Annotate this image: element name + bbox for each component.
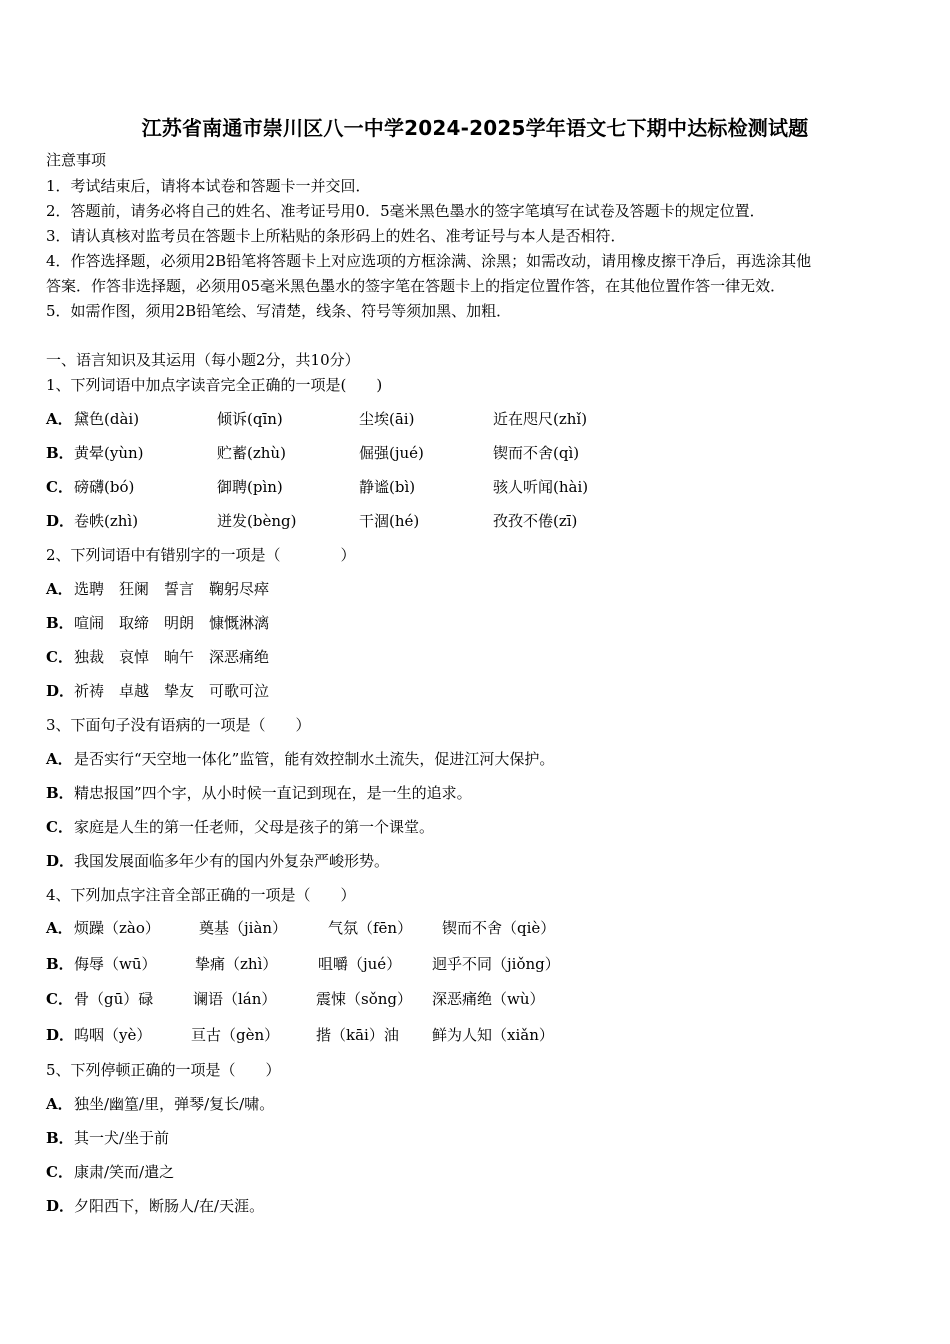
q4-option-b-word: 迥乎不同（jiǒng） xyxy=(432,955,560,973)
q1-option-c-word: 骇人听闻(hài) xyxy=(493,478,589,496)
q4-option-b xyxy=(46,954,74,974)
option-label: A． xyxy=(46,1095,73,1113)
question-2-stem: 2、下列词语中有错别字的一项是（ ） xyxy=(46,546,356,564)
q1-option-c-word: 御聘(pìn) xyxy=(217,478,283,496)
q1-option-b xyxy=(46,443,74,463)
q4-option-b-word: 挚痛（zhì） xyxy=(195,955,278,973)
q1-option-a xyxy=(46,409,74,429)
option-text: 喧闹 取缔 明朗 慷慨淋漓 xyxy=(74,614,270,632)
q4-option-a-word: 气氛（fēn） xyxy=(328,919,413,937)
q4-option-c-word: 骨（gū）碌 xyxy=(74,990,154,1008)
page-title: 江苏省南通市崇川区八一中学2024-2025学年语文七下期中达标检测试题 xyxy=(141,116,809,140)
q4-option-c-word: 深恶痛绝（wù） xyxy=(432,990,545,1008)
q1-option-b-word: 黄晕(yùn) xyxy=(74,444,144,462)
question-5-stem: 5、下列停顿正确的一项是（ ） xyxy=(46,1061,281,1079)
q1-option-a-word: 倾诉(qīn) xyxy=(217,410,283,428)
option-label: D． xyxy=(46,852,75,870)
q1-option-d xyxy=(46,511,74,531)
q1-option-a-word: 黛色(dài) xyxy=(74,410,140,428)
option-text: 夕阳西下，断肠人/在/天涯。 xyxy=(74,1197,265,1215)
option-label: B． xyxy=(46,444,74,462)
option-text: 选聘 狂阑 誓言 鞠躬尽瘁 xyxy=(74,580,270,598)
question-1-stem: 1、下列词语中加点字读音完全正确的一项是( ) xyxy=(46,376,383,394)
notice-item: 1．考试结束后，请将本试卷和答题卡一并交回． xyxy=(46,177,371,195)
option-label: B． xyxy=(46,784,74,802)
q2-option-a xyxy=(46,579,269,599)
q1-option-d-word: 孜孜不倦(zī) xyxy=(493,512,578,530)
q4-option-b-word: 侮辱（wū） xyxy=(74,955,157,973)
q4-option-a-word: 奠基（jiàn） xyxy=(199,919,288,937)
q2-option-c xyxy=(46,647,269,667)
option-label: A． xyxy=(46,410,73,428)
option-label: B． xyxy=(46,955,74,973)
option-label: A． xyxy=(46,750,73,768)
q4-option-d-word: 揩（kāi）油 xyxy=(316,1026,399,1044)
q1-option-d-word: 迸发(bèng) xyxy=(217,512,297,530)
option-label: D． xyxy=(46,512,75,530)
q3-option-d xyxy=(46,851,389,871)
notice-item: 4．作答选择题，必须用2B铅笔将答题卡上对应选项的方框涂满、涂黑；如需改动，请用橡皮擦干净后，再选涂其他 xyxy=(46,252,812,270)
q3-option-b xyxy=(46,783,472,803)
option-text: 独裁 哀悼 晌午 深恶痛绝 xyxy=(74,648,270,666)
q1-option-b-word: 贮蓄(zhù) xyxy=(217,444,286,462)
q4-option-d-word: 呜咽（yè） xyxy=(74,1026,152,1044)
q1-option-a-word: 近在咫尺(zhǐ) xyxy=(493,410,588,428)
q4-option-d-word: 鲜为人知（xiǎn） xyxy=(432,1026,554,1044)
q1-option-d-word: 卷帙(zhì) xyxy=(74,512,139,530)
section-heading: 一、语言知识及其运用（每小题2分，共10分） xyxy=(46,351,360,369)
q5-option-b xyxy=(46,1128,169,1148)
q1-option-c-word: 磅礴(bó) xyxy=(74,478,135,496)
option-text: 祈祷 卓越 挚友 可歌可泣 xyxy=(74,682,270,700)
q4-option-d xyxy=(46,1025,74,1045)
option-label: C． xyxy=(46,818,73,836)
q2-option-d xyxy=(46,681,269,701)
notice-heading: 注意事项 xyxy=(46,151,107,169)
q1-option-c xyxy=(46,477,74,497)
option-label: A． xyxy=(46,580,73,598)
q5-option-a xyxy=(46,1094,274,1114)
q3-option-a xyxy=(46,749,554,769)
notice-item: 答案．作答非选择题，必须用05毫米黑色墨水的签字笔在答题卡上的指定位置作答，在其他位置作答一律无效． xyxy=(46,277,786,295)
q4-option-a xyxy=(46,918,74,938)
option-label: C． xyxy=(46,1163,73,1181)
notice-item: 2．答题前，请务必将自己的姓名、准考证号用0．5毫米黑色墨水的签字笔填写在试卷及答题卡的规定位置． xyxy=(46,202,765,220)
q5-option-c xyxy=(46,1162,174,1182)
q1-option-a-word: 尘埃(āi) xyxy=(359,410,415,428)
option-text: 独坐/幽篁/里，弹琴/复长/啸。 xyxy=(74,1095,275,1113)
q4-option-b-word: 咀嚼（jué） xyxy=(318,955,402,973)
q5-option-d xyxy=(46,1196,264,1216)
q4-option-a-word: 烦躁（zào） xyxy=(74,919,160,937)
option-label: C． xyxy=(46,648,73,666)
q1-option-c-word: 静谧(bì) xyxy=(359,478,416,496)
q2-option-b xyxy=(46,613,269,633)
option-label: C． xyxy=(46,478,73,496)
q4-option-c-word: 谰语（lán） xyxy=(193,990,277,1008)
option-text: 家庭是人生的第一任老师，父母是孩子的第一个课堂。 xyxy=(74,818,435,836)
option-label: B． xyxy=(46,614,74,632)
q4-option-d-word: 亘古（gèn） xyxy=(191,1026,280,1044)
q4-option-c xyxy=(46,989,74,1009)
q4-option-a-word: 锲而不舍（qiè） xyxy=(442,919,556,937)
q1-option-b-word: 锲而不舍(qì) xyxy=(493,444,580,462)
option-text: 我国发展面临多年少有的国内外复杂严峻形势。 xyxy=(74,852,390,870)
question-4-stem: 4、下列加点字注音全部正确的一项是（ ） xyxy=(46,886,356,904)
option-text: 康肃/笑而/遣之 xyxy=(74,1163,175,1181)
option-text: 是否实行“天空地一体化”监管，能有效控制水土流失，促进江河大保护。 xyxy=(74,750,555,768)
q3-option-c xyxy=(46,817,434,837)
notice-item: 3．请认真核对监考员在答题卡上所粘贴的条形码上的姓名、准考证号与本人是否相符． xyxy=(46,227,626,245)
option-label: A． xyxy=(46,919,73,937)
question-3-stem: 3、下面句子没有语病的一项是（ ） xyxy=(46,716,311,734)
option-text: 精忠报国”四个字，从小时候一直记到现在，是一生的追求。 xyxy=(74,784,472,802)
option-label: C． xyxy=(46,990,73,1008)
q1-option-d-word: 干涸(hé) xyxy=(359,512,420,530)
option-label: D． xyxy=(46,682,75,700)
notice-item: 5．如需作图，须用2B铅笔绘、写清楚，线条、符号等须加黑、加粗． xyxy=(46,302,512,320)
option-label: D． xyxy=(46,1197,75,1215)
q4-option-c-word: 震悚（sǒng） xyxy=(316,990,412,1008)
q1-option-b-word: 倔强(jué) xyxy=(359,444,424,462)
option-label: B． xyxy=(46,1129,74,1147)
option-label: D． xyxy=(46,1026,75,1044)
option-text: 其一犬/坐于前 xyxy=(74,1129,170,1147)
